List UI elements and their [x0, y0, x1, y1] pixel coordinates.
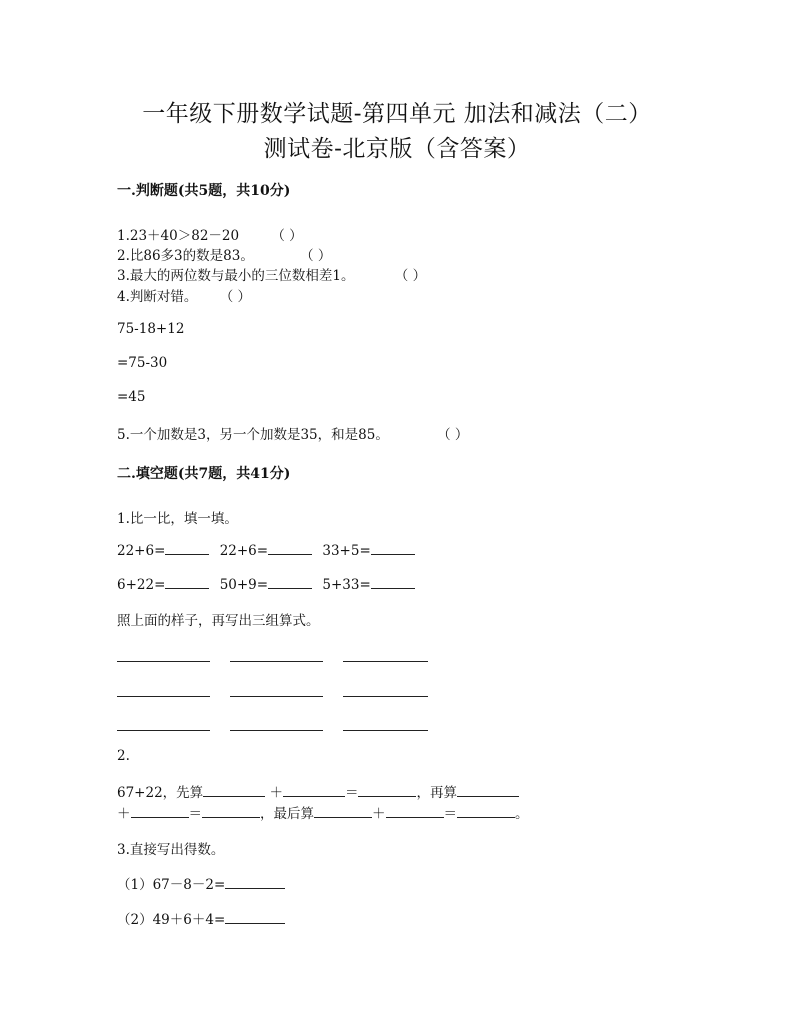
- plus-sign: ＋: [372, 806, 386, 822]
- answer-blank[interactable]: [371, 575, 415, 589]
- s2-q2-then: ，再算: [416, 785, 457, 801]
- s2-q3-item1: [117, 873, 285, 893]
- s1-q1: [117, 224, 303, 244]
- s2-q2-line2: [117, 802, 529, 822]
- s1-q5: [117, 423, 468, 443]
- s2-q1-instruction: 照上面的样子，再写出三组算式。: [117, 613, 320, 629]
- s1-q2-text: 2.比86多3的数是83。: [117, 248, 254, 264]
- s2-q1-row1-expr2: 22+6=: [219, 543, 269, 559]
- s2-q2-last: ，最后算: [260, 806, 314, 822]
- s2-q1-row2-expr1: 6+22=: [117, 577, 166, 593]
- s2-q2-number: 2.: [117, 748, 130, 764]
- s2-q2-end: 。: [515, 806, 529, 822]
- answer-blank[interactable]: [203, 783, 265, 797]
- equals-sign: ＝: [443, 806, 457, 822]
- plus-sign: ＋: [269, 785, 283, 801]
- s1-q5-paren: （ ）: [437, 427, 469, 443]
- answer-blank[interactable]: [283, 783, 345, 797]
- s1-q1-text: 1.23＋40＞82－20: [117, 228, 240, 244]
- s1-q1-paren: （ ）: [271, 228, 303, 244]
- page-title-line2: 测试卷-北京版（含答案）: [263, 136, 531, 162]
- s1-q4-text: 4.判断对错。: [117, 289, 198, 305]
- answer-blank[interactable]: [268, 541, 312, 555]
- s2-q3: 3.直接写出得数。: [117, 842, 225, 858]
- answer-blank[interactable]: [386, 804, 444, 818]
- s1-q3: [117, 264, 426, 284]
- s2-q3-item1-text: （1）67－8－2=: [117, 877, 226, 893]
- write-line[interactable]: [230, 696, 323, 697]
- write-line[interactable]: [117, 696, 210, 697]
- write-line[interactable]: [117, 661, 210, 662]
- s1-q2-paren: （ ）: [300, 248, 332, 264]
- s1-calc-line3: =45: [117, 389, 146, 405]
- s2-q1-row1-expr3: 33+5=: [322, 543, 371, 559]
- s1-q5-text: 5.一个加数是3，另一个加数是35，和是85。: [117, 427, 389, 443]
- s1-q3-text: 3.最大的两位数与最小的三位数相差1。: [117, 268, 355, 284]
- write-line[interactable]: [343, 730, 428, 731]
- answer-blank[interactable]: [371, 541, 415, 555]
- write-line[interactable]: [117, 730, 210, 731]
- s2-q1-row1: [117, 541, 415, 559]
- s2-q3-item2: [117, 908, 285, 928]
- s1-q3-paren: （ ）: [394, 268, 427, 284]
- section1-heading: 一.判断题(共5题，共10分): [117, 183, 291, 199]
- answer-blank[interactable]: [314, 804, 372, 818]
- s2-q1-row2-expr2: 50+9=: [219, 577, 269, 593]
- s1-q2: [117, 244, 331, 264]
- write-line[interactable]: [230, 730, 323, 731]
- section2-heading: 二.填空题(共7题，共41分): [117, 466, 291, 482]
- page-title-line1: 一年级下册数学试题-第四单元 加法和减法（二）: [142, 101, 652, 127]
- answer-blank[interactable]: [131, 804, 189, 818]
- answer-blank[interactable]: [457, 783, 519, 797]
- s1-calc-line2: =75-30: [117, 355, 168, 371]
- s2-q1-row2-expr3: 5+33=: [322, 577, 371, 593]
- answer-blank[interactable]: [358, 783, 416, 797]
- write-line[interactable]: [230, 661, 323, 662]
- write-line[interactable]: [343, 661, 428, 662]
- equals-sign: ＝: [344, 785, 359, 801]
- s2-q2-text: 67+22，先算: [117, 785, 204, 801]
- s2-q1: 1.比一比，填一填。: [117, 511, 238, 527]
- answer-blank[interactable]: [225, 910, 285, 924]
- s1-q4-paren: （ ）: [219, 289, 251, 305]
- s1-calc-line1: 75-18+12: [117, 321, 185, 337]
- write-line[interactable]: [343, 696, 428, 697]
- answer-blank[interactable]: [457, 804, 515, 818]
- answer-blank[interactable]: [165, 541, 209, 555]
- s2-q2-line1: [117, 781, 519, 801]
- s2-q1-row2: [117, 575, 415, 593]
- plus-sign: ＋: [117, 806, 131, 822]
- s1-q4: [117, 285, 251, 305]
- answer-blank[interactable]: [268, 575, 312, 589]
- answer-blank[interactable]: [225, 875, 285, 889]
- s2-q1-row1-expr1: 22+6=: [117, 543, 166, 559]
- answer-blank[interactable]: [202, 804, 260, 818]
- s2-q3-item2-text: （2）49＋6＋4=: [117, 912, 226, 928]
- answer-blank[interactable]: [165, 575, 209, 589]
- equals-sign: ＝: [188, 806, 202, 822]
